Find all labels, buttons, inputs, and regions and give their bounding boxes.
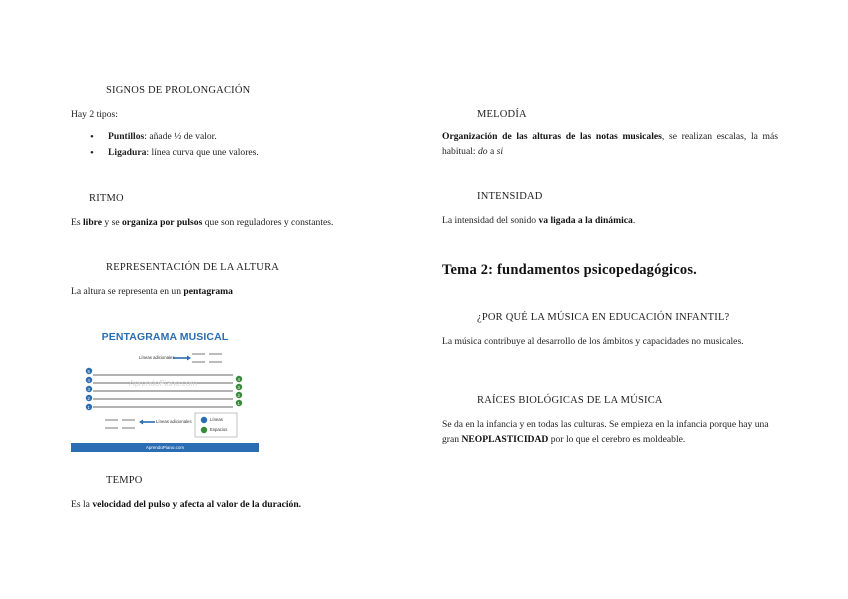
legend-spaces-label: Espacios bbox=[210, 427, 228, 432]
tema-title: Tema 2: fundamentos psicopedagógicos. bbox=[442, 262, 697, 278]
space-number: 1 bbox=[237, 400, 240, 406]
signos-list bbox=[90, 129, 420, 161]
line-number: 1 bbox=[87, 404, 90, 410]
raices-paragraph: Se da en la infancia y en todas las culturas. Se empieza en la infancia porque hay una gran NEOPLASTICIDAD por lo que el cerebro es moldeable. bbox=[442, 419, 769, 445]
list-item bbox=[90, 145, 420, 161]
pentagrama-figure bbox=[71, 325, 259, 452]
ritmo-paragraph: Es libre y se organiza por pulsos que son reguladores y constantes. bbox=[71, 217, 334, 228]
line-number: 4 bbox=[87, 377, 90, 383]
intensidad-heading: INTENSIDAD bbox=[477, 191, 543, 202]
list-item-text: : línea curva que une valores. bbox=[146, 147, 259, 158]
ritmo-heading: RITMO bbox=[89, 193, 124, 204]
melodia-heading: MELODÍA bbox=[477, 109, 527, 120]
upper-ledger-label: Líneas adicionales bbox=[139, 355, 175, 360]
signos-heading: SIGNOS DE PROLONGACIÓN bbox=[106, 85, 251, 96]
altura-paragraph: La altura se representa en un pentagrama bbox=[71, 286, 233, 297]
line-number: 2 bbox=[87, 395, 90, 401]
line-number: 3 bbox=[87, 386, 90, 392]
space-number: 2 bbox=[237, 392, 240, 398]
list-item bbox=[90, 129, 420, 145]
signos-intro: Hay 2 tipos: bbox=[71, 109, 118, 120]
legend-lines-label: Líneas bbox=[210, 417, 223, 422]
tempo-heading: TEMPO bbox=[106, 475, 143, 486]
list-item-term: Ligadura bbox=[108, 147, 147, 158]
watermark: AprendoPiano.com bbox=[129, 379, 198, 388]
intensidad-paragraph: La intensidad del sonido va ligada a la dinámica. bbox=[442, 215, 636, 226]
figure-title: PENTAGRAMA MUSICAL bbox=[101, 331, 229, 343]
lower-ledger-label: Líneas adicionales bbox=[156, 419, 192, 424]
melodia-paragraph: Organización de las alturas de las notas musicales, se realizan escalas, la más habitual: do a si bbox=[442, 131, 779, 157]
list-item-text: : añade ½ de valor. bbox=[144, 131, 217, 142]
figure-footer: AprendoPiano.com bbox=[71, 443, 259, 452]
list-item-term: Puntillos bbox=[108, 131, 145, 142]
porque-heading: ¿POR QUÉ LA MÚSICA EN EDUCACIÓN INFANTIL? bbox=[477, 312, 730, 323]
space-number: 3 bbox=[237, 384, 240, 390]
altura-heading: REPRESENTACIÓN DE LA ALTURA bbox=[106, 262, 280, 273]
raices-heading: RAÍCES BIOLÓGICAS DE LA MÚSICA bbox=[477, 395, 663, 406]
line-number: 5 bbox=[87, 368, 90, 374]
space-number: 4 bbox=[237, 376, 240, 382]
tempo-paragraph: Es la velocidad del pulso y afecta al valor de la duración. bbox=[71, 499, 302, 510]
porque-paragraph: La música contribuye al desarrollo de los ámbitos y capacidades no musicales. bbox=[442, 336, 744, 347]
